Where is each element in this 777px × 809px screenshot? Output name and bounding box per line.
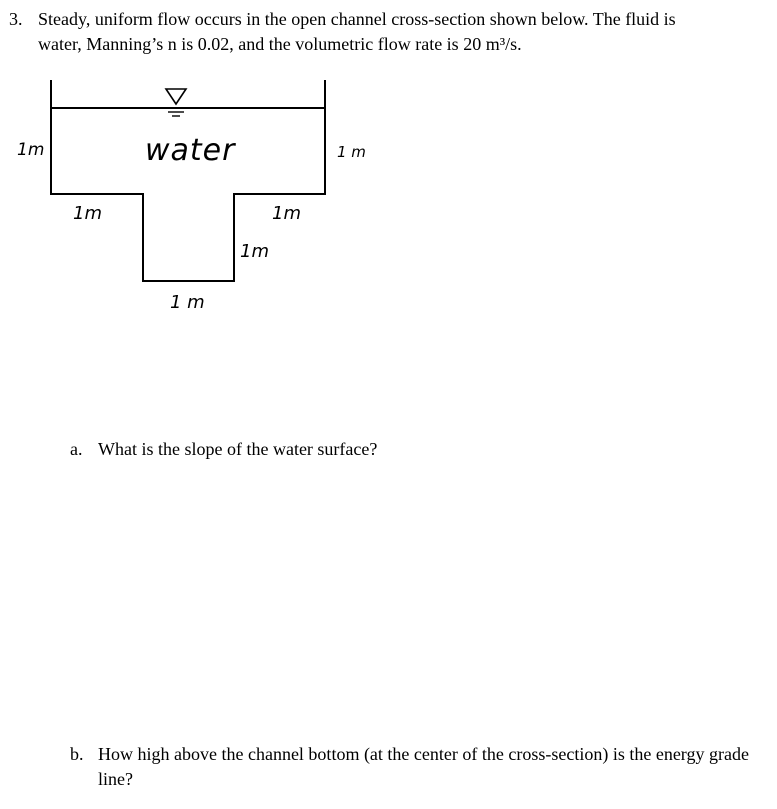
question-b-letter: b. bbox=[70, 744, 84, 764]
free-surface-symbol bbox=[166, 89, 186, 116]
problem-text-line-1: Steady, uniform flow occurs in the open channel cross-section shown below. The fluid is bbox=[38, 9, 676, 29]
water-label: water bbox=[145, 133, 236, 168]
dim-bottom: 1 m bbox=[170, 292, 205, 313]
dim-left-top: 1m bbox=[17, 140, 45, 160]
dim-right-top: 1 m bbox=[337, 143, 366, 161]
channel-cross-section-diagram bbox=[0, 80, 777, 320]
question-a-text: What is the slope of the water surface? bbox=[98, 439, 378, 459]
channel-outline bbox=[51, 80, 325, 281]
problem-number: 3. bbox=[9, 9, 23, 29]
question-a-letter: a. bbox=[70, 439, 83, 459]
problem-text-line-2: water, Manning’s n is 0.02, and the volumetric flow rate is 20 m³/s. bbox=[38, 34, 522, 54]
question-b-text: How high above the channel bottom (at the center of the cross-section) is the energy grade line? bbox=[98, 744, 749, 789]
dim-right-shoulder: 1m bbox=[272, 203, 301, 224]
dim-slot-side: 1m bbox=[240, 241, 269, 262]
dim-left-shoulder: 1m bbox=[73, 203, 102, 224]
